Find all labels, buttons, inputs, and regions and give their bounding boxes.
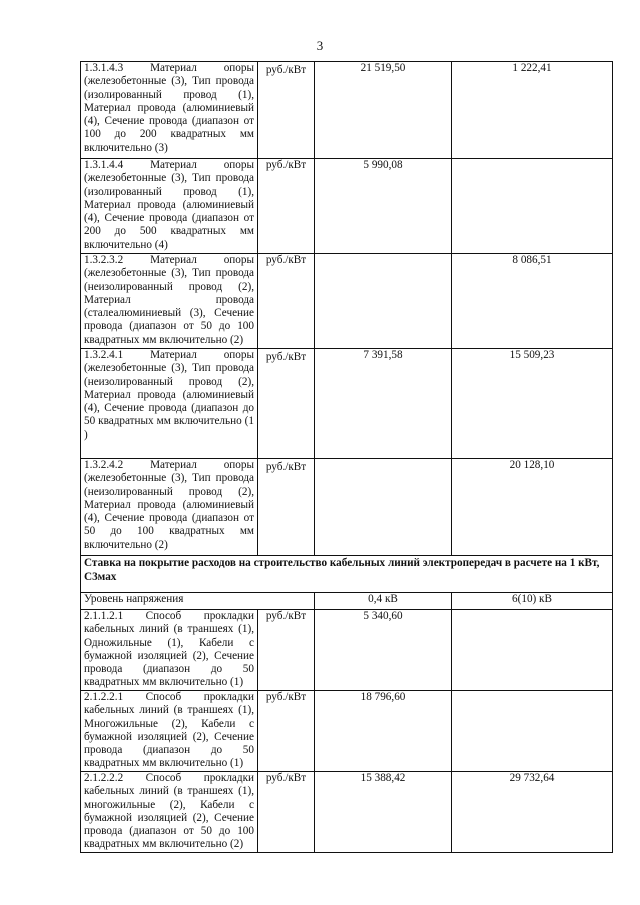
tariff-table: [80, 61, 613, 853]
row-unit: руб./кВт: [258, 691, 315, 772]
row-unit: руб./кВт: [258, 254, 315, 349]
row-unit: руб./кВт: [258, 772, 315, 853]
row-description: 1.3.1.4.3 Материал опоры (железобетонные (3), Тип провода (изолированный провод (1), Материал провода (алюминиевый (4), Сечение провода (диапазон от 100 до 200 квадратных мм включительно (3): [81, 62, 258, 159]
row-value-610kv: 8 086,51: [452, 254, 613, 349]
row-value-04kv: [315, 459, 452, 556]
row-description: 2.1.1.2.1 Способ прокладки кабельных линий (в траншеях (1), Одножильные (1), Кабели с бумажной изоляцией (2), Сечение провода (диапазон до 50 квадратных мм включительно (1): [81, 610, 258, 691]
row-unit: руб./кВт: [258, 610, 315, 691]
row-value-610kv: [452, 159, 613, 254]
table-row: [81, 691, 613, 772]
table-row: [81, 610, 613, 691]
section-title: Ставка на покрытие расходов на строительство кабельных линий электропередач в расчете на 1 кВт, С3мах: [81, 556, 613, 593]
row-value-610kv: 1 222,41: [452, 62, 613, 159]
voltage-header-row: [81, 593, 613, 610]
row-unit: руб./кВт: [258, 349, 315, 459]
row-value-610kv: [452, 610, 613, 691]
row-value-04kv: 5 340,60: [315, 610, 452, 691]
row-unit: руб./кВт: [258, 159, 315, 254]
voltage-610kv-header: 6(10) кВ: [452, 593, 613, 610]
row-value-04kv: 18 796,60: [315, 691, 452, 772]
section-header-row: [81, 556, 613, 593]
row-value-610kv: 29 732,64: [452, 772, 613, 853]
table-row: [81, 772, 613, 853]
row-description: 2.1.2.2.2 Способ прокладки кабельных линий (в траншеях (1), многожильные (2), Кабели с бумажной изоляцией (2), Сечение провода (диапазон от 50 до 100 квадратных мм включительно (2): [81, 772, 258, 853]
table-row: [81, 459, 613, 556]
voltage-level-label: Уровень напряжения: [81, 593, 315, 610]
row-unit: руб./кВт: [258, 62, 315, 159]
row-value-04kv: 7 391,58: [315, 349, 452, 459]
row-description: 1.3.2.4.1 Материал опоры (железобетонные (3), Тип провода (неизолированный провод (2), Материал провода (алюминиевый (4), Сечение провода (диапазон до 50 квадратных мм включительно (1 ): [81, 349, 258, 459]
row-value-610kv: 20 128,10: [452, 459, 613, 556]
row-description: 1.3.2.4.2 Материал опоры (железобетонные (3), Тип провода (неизолированный провод (2), Материал провода (алюминиевый (4), Сечение провода (диапазон от 50 до 100 квадратных мм включительно (2): [81, 459, 258, 556]
row-value-04kv: 21 519,50: [315, 62, 452, 159]
row-value-04kv: [315, 254, 452, 349]
voltage-04kv-header: 0,4 кВ: [315, 593, 452, 610]
table-row: [81, 62, 613, 159]
row-value-04kv: 5 990,08: [315, 159, 452, 254]
row-description: 1.3.1.4.4 Материал опоры (железобетонные (3), Тип провода (изолированный провод (1), Материал провода (алюминиевый (4), Сечение провода (диапазон от 200 до 500 квадратных мм включительно (4): [81, 159, 258, 254]
row-unit: руб./кВт: [258, 459, 315, 556]
page-number: 3: [316, 38, 324, 53]
row-value-610kv: [452, 691, 613, 772]
row-description: 1.3.2.3.2 Материал опоры (железобетонные (3), Тип провода (неизолированный провод (2), Материал провода (сталеалюминиевый (3), Сечение провода (диапазон от 50 до 100 квадратных мм включительно (2): [81, 254, 258, 349]
table-row: [81, 349, 613, 459]
row-value-610kv: 15 509,23: [452, 349, 613, 459]
table-row: [81, 159, 613, 254]
table-row: [81, 254, 613, 349]
row-description: 2.1.2.2.1 Способ прокладки кабельных линий (в траншеях (1), Многожильные (2), Кабели с бумажной изоляцией (2), Сечение провода (диапазон до 50 квадратных мм включительно (1): [81, 691, 258, 772]
row-value-04kv: 15 388,42: [315, 772, 452, 853]
